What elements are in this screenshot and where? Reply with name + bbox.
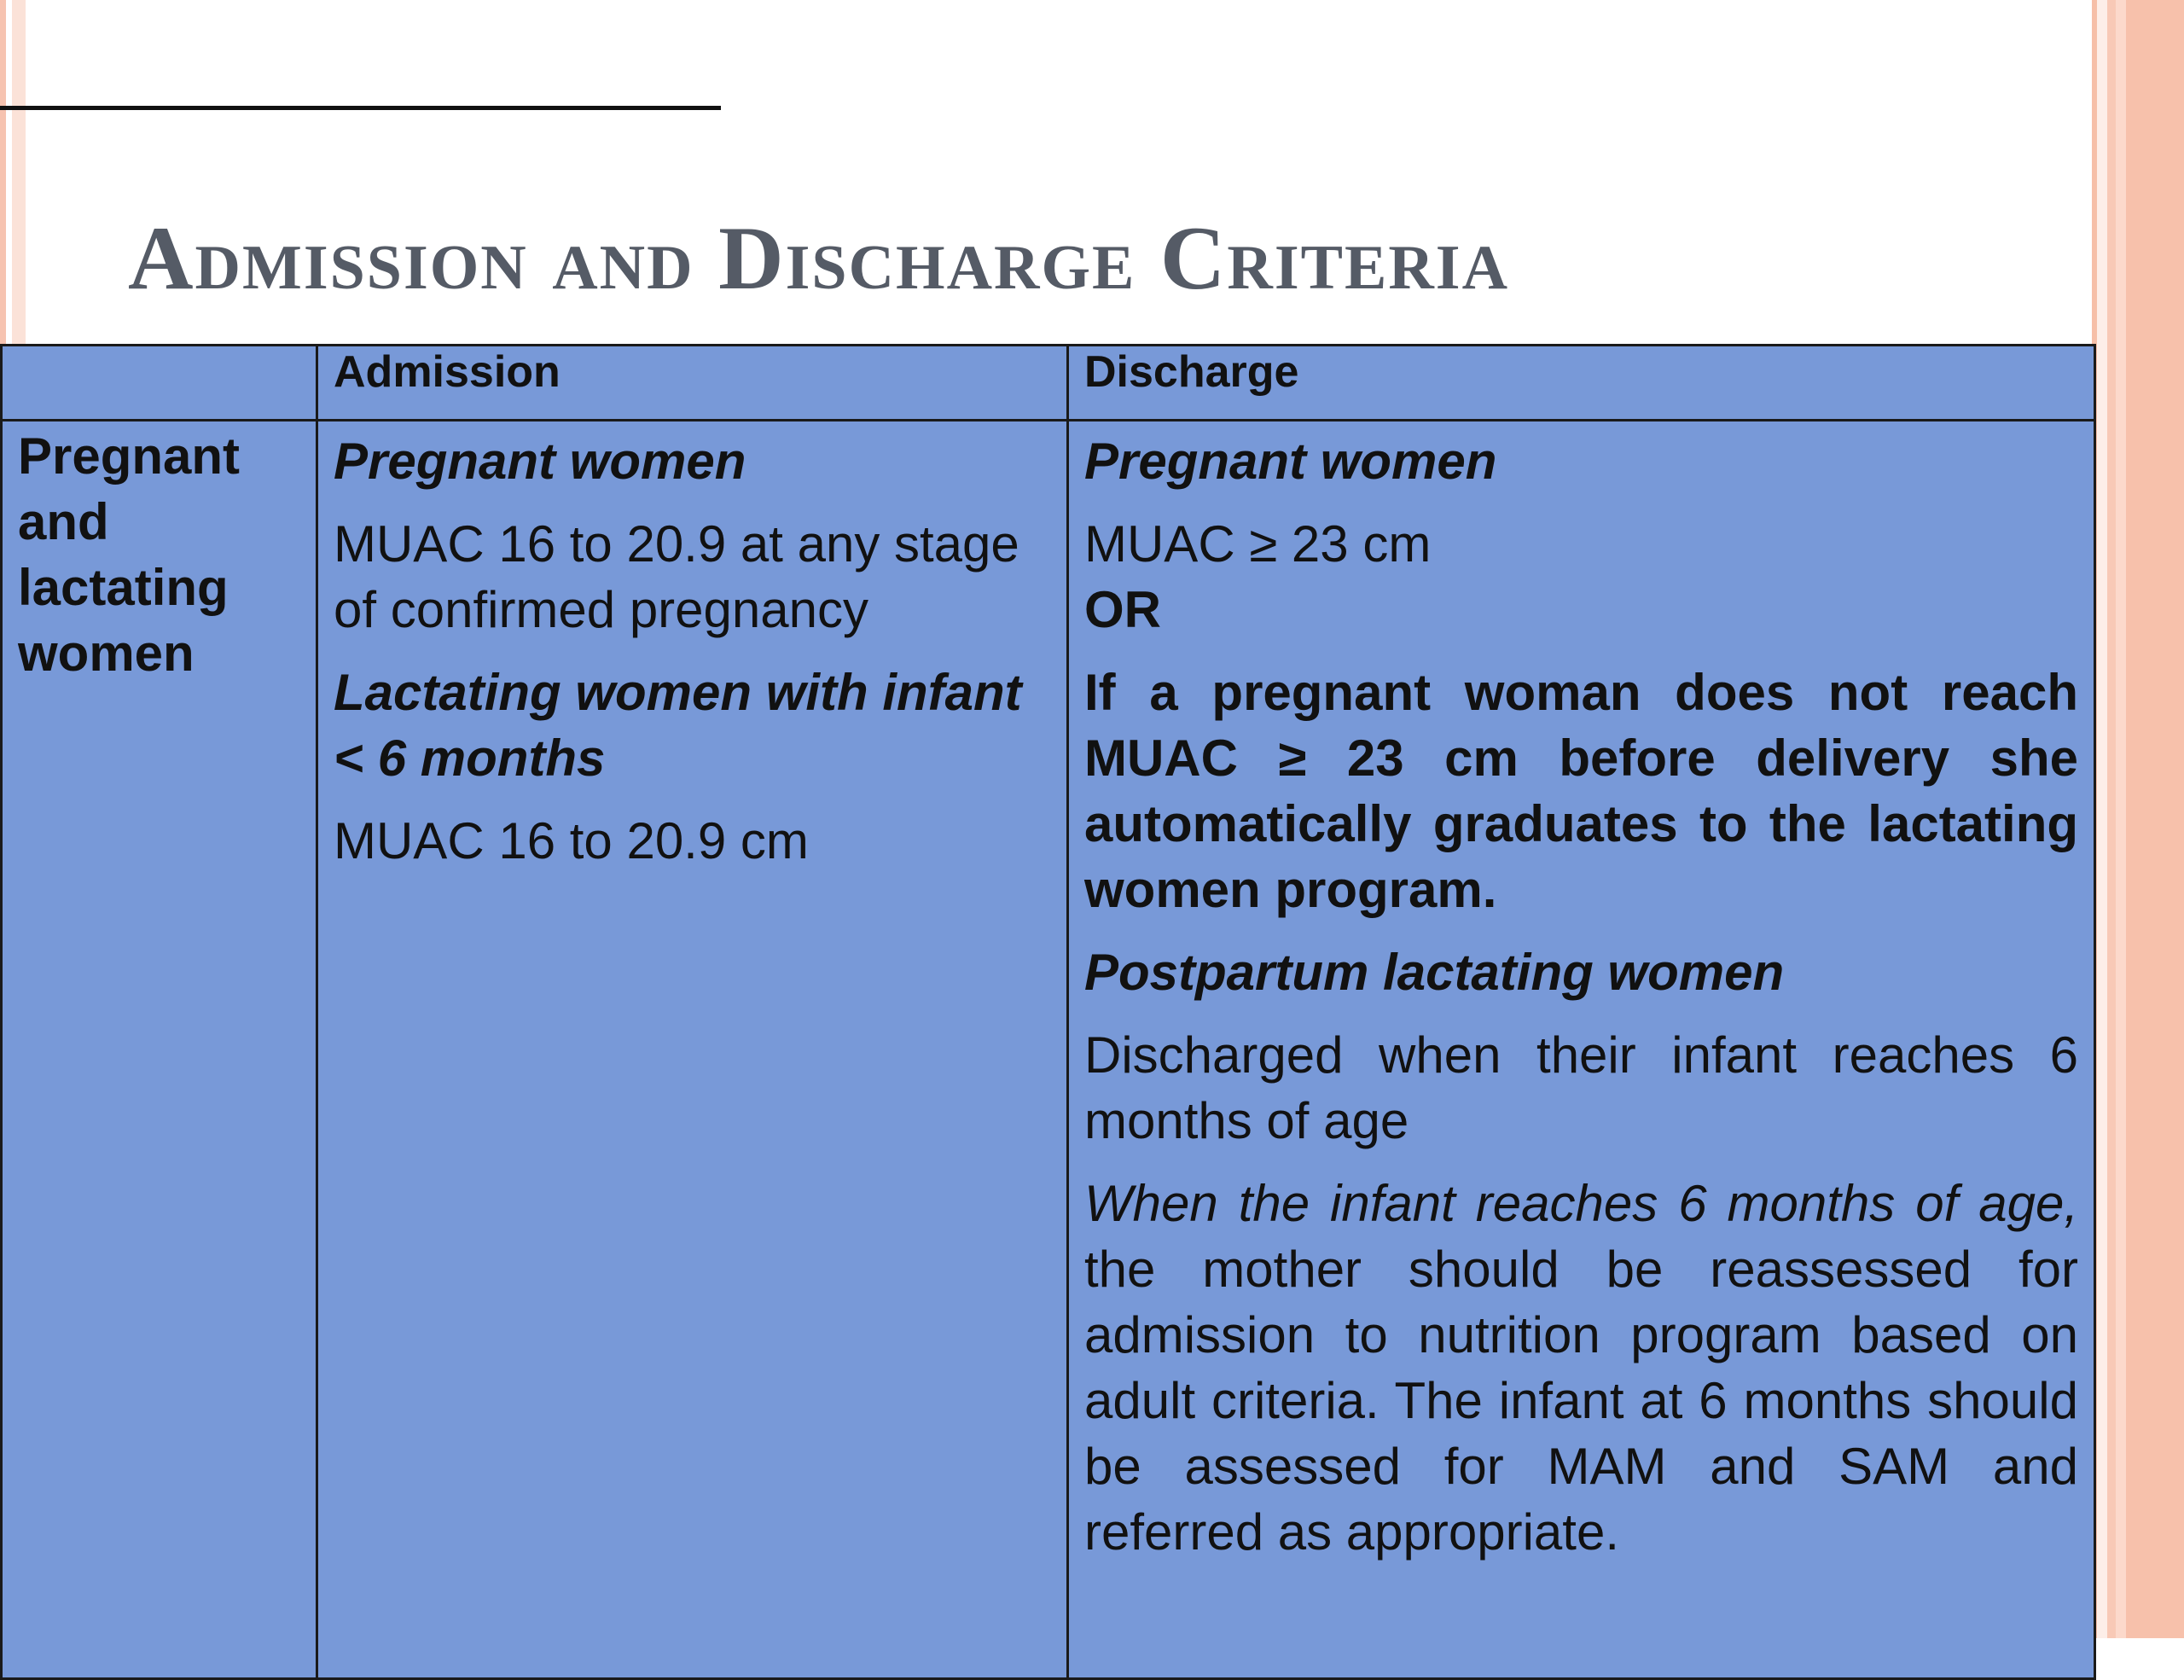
discharge-postpartum-heading: Postpartum lactating women xyxy=(1084,944,1785,1001)
discharge-or-text: OR xyxy=(1084,581,1161,638)
header-cell-discharge: Discharge xyxy=(1068,346,2095,421)
top-rule-line xyxy=(0,106,721,110)
discharge-muac-line: MUAC ≥ 23 cm xyxy=(1084,515,1432,573)
row-label: Pregnant and lactating women xyxy=(2,421,317,1679)
criteria-table xyxy=(0,344,2096,1680)
admission-pregnant-text: MUAC 16 to 20.9 at any stage of confirmed pregnancy xyxy=(334,515,1019,638)
admission-cell xyxy=(317,421,1068,1679)
table-header-row xyxy=(2,346,2095,421)
admission-lactating-heading: Lactating women with infant < 6 months xyxy=(334,664,1022,787)
slide-title: Admission and Discharge Criteria xyxy=(128,208,1510,308)
discharge-graduate-text: If a pregnant woman does not reach MUAC ≥ 23 cm before delivery she automatically graduates to the lactating women program. xyxy=(1084,664,2078,918)
discharge-reassess-paragraph xyxy=(1084,1171,2078,1565)
table-row xyxy=(2,421,2095,1679)
discharge-reassess-italic: When the infant reaches 6 months of age, xyxy=(1084,1175,2078,1232)
right-decorative-stripes xyxy=(2082,0,2184,1638)
admission-lactating-text: MUAC 16 to 20.9 cm xyxy=(334,812,809,869)
admission-pregnant-heading: Pregnant women xyxy=(334,433,746,490)
header-cell-admission: Admission xyxy=(317,346,1068,421)
discharge-pregnant-heading: Pregnant women xyxy=(1084,433,1497,490)
discharge-reassess-text: the mother should be reassessed for admission to nutrition program based on adult criteria. The infant at 6 months should be assessed for MAM and SAM and referred as appropriate. xyxy=(1084,1241,2078,1561)
header-cell-empty xyxy=(2,346,317,421)
discharge-muac-block xyxy=(1084,511,2078,642)
discharge-postpartum-text: Discharged when their infant reaches 6 months of age xyxy=(1084,1026,2078,1149)
discharge-cell xyxy=(1068,421,2095,1679)
